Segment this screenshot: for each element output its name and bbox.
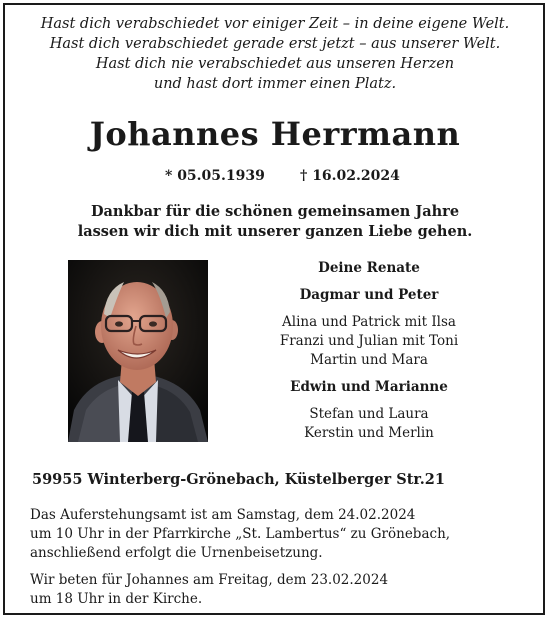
service-info [30, 506, 450, 563]
service-line: Das Auferstehungsamt ist am Samstag, dem 24.02.2024 [30, 507, 416, 523]
poem-line: Hast dich verabschiedet gerade erst jetzt – aus unserer Welt. [49, 36, 501, 52]
farewell-line: lassen wir dich mit unserer ganzen Liebe gehen. [77, 223, 473, 240]
birth-date: * 05.05.1939 [165, 168, 265, 184]
poem [0, 14, 550, 94]
prayer-line: Wir beten für Johannes am Freitag, dem 23.02.2024 [30, 572, 389, 588]
farewell-line: Dankbar für die schönen gemeinsamen Jahre [90, 203, 460, 220]
mourner-name: Martin und Mara [310, 352, 428, 368]
portrait-photo [68, 260, 208, 442]
death-date: † 16.02.2024 [300, 168, 400, 184]
mourner-name: Stefan und Laura [309, 406, 429, 422]
family-address: 59955 Winterberg-Grönebach, Küstelberger Str.21 [32, 471, 445, 488]
mourner-name: Kerstin und Merlin [304, 425, 434, 441]
farewell-text [0, 202, 550, 242]
service-line: um 10 Uhr in der Pfarrkirche „St. Lambertus“ zu Grönebach, [30, 526, 451, 542]
poem-line: und hast dort immer einen Platz. [153, 76, 397, 92]
mourner-name-bold: Deine Renate [318, 260, 420, 276]
prayer-info [30, 571, 388, 609]
portrait-illustration [68, 260, 208, 442]
mourner-name-bold: Dagmar und Peter [299, 287, 439, 303]
mourners-list [262, 259, 476, 443]
poem-line: Hast dich nie verabschiedet aus unseren Herzen [95, 56, 455, 72]
mourner-name: Franzi und Julian mit Toni [279, 333, 459, 349]
service-line: anschließend erfolgt die Urnenbeisetzung. [30, 545, 323, 561]
mourner-name: Alina und Patrick mit Ilsa [282, 314, 456, 330]
mourner-name-bold: Edwin und Marianne [290, 379, 448, 395]
prayer-line: um 18 Uhr in der Kirche. [30, 591, 203, 607]
deceased-name: Johannes Herrmann [89, 115, 461, 153]
poem-line: Hast dich verabschiedet vor einiger Zeit – in deine eigene Welt. [40, 16, 510, 32]
